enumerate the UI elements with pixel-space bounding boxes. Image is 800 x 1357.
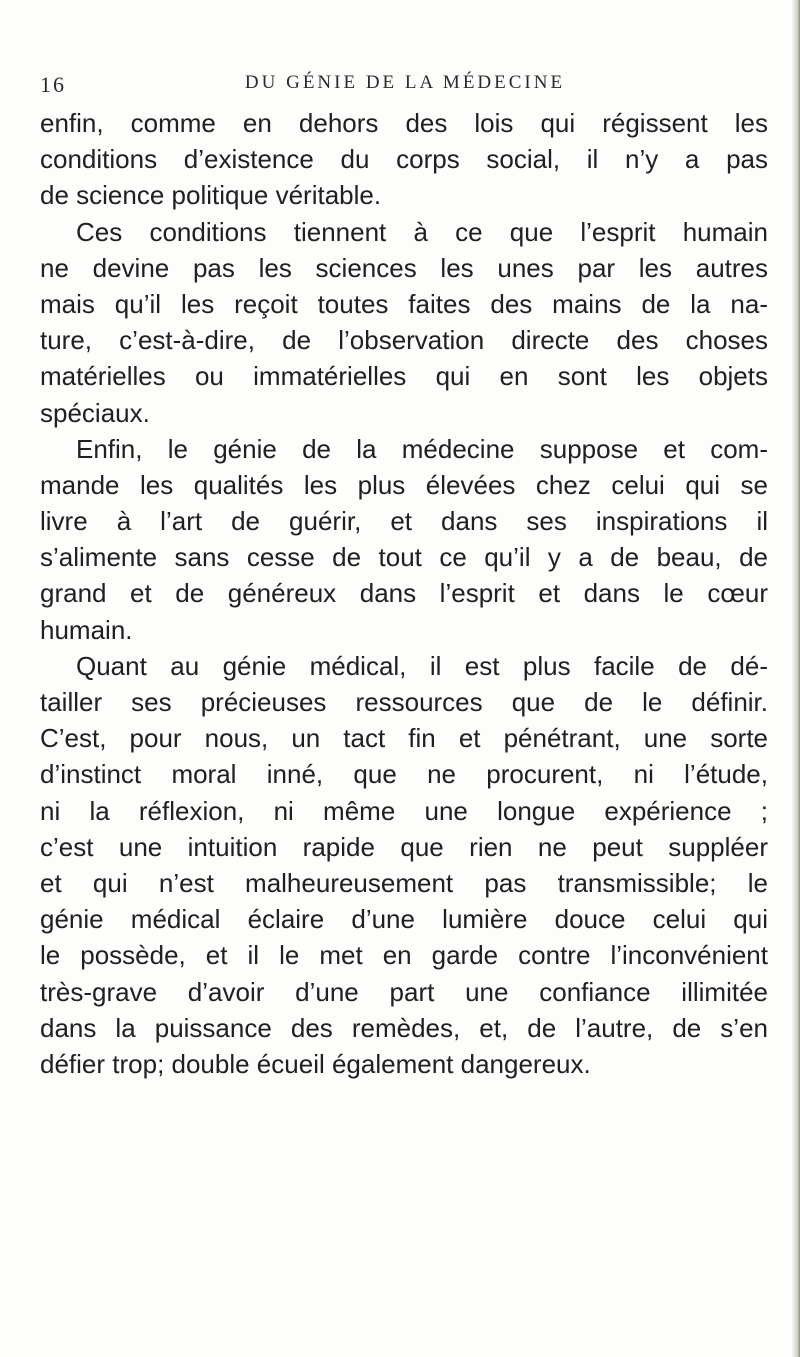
text-line: et qui n’est malheureusement pas transmissible; le: [40, 867, 768, 898]
running-head: [40, 72, 770, 102]
text-line: s’alimente sans cesse de tout ce qu’il y a de beau, de: [40, 542, 768, 573]
text-line: très-grave d’avoir d’une part une confiance illimitée: [40, 976, 768, 1007]
running-title: DU GÉNIE DE LA MÉDECINE: [244, 72, 566, 93]
text-line: dans la puissance des remèdes, et, de l’autre, de s’en: [40, 1012, 768, 1043]
text-line: mais qu’il les reçoit toutes faites des mains de la na-: [40, 288, 768, 319]
text-line: tailler ses précieuses ressources que de le définir.: [40, 687, 768, 717]
text-line: Quant au génie médical, il est plus facile de dé-: [76, 650, 768, 681]
text-line: Ces conditions tiennent à ce que l’esprit humain: [76, 216, 768, 247]
page-number: 16: [40, 72, 66, 97]
text-line: ne devine pas les sciences les unes par les autres: [40, 252, 768, 283]
text-line: enfin, comme en dehors des lois qui régissent les: [40, 108, 768, 138]
text-line: spéciaux.: [40, 397, 150, 428]
text-line: ture, c’est-à-dire, de l’observation directe des choses: [40, 325, 768, 356]
text-line: de science politique véritable.: [40, 180, 382, 211]
text-line: matérielles ou immatérielles qui en sont les objets: [40, 361, 768, 392]
text-line: Enfin, le génie de la médecine suppose et com-: [76, 433, 768, 464]
text-line: C’est, pour nous, un tact fin et pénétrant, une sorte: [40, 723, 768, 754]
text-line: d’instinct moral inné, que ne procurent, ni l’étude,: [40, 759, 768, 790]
body-text: [40, 105, 768, 1082]
text-line: c’est une intuition rapide que rien ne peut suppléer: [40, 831, 768, 862]
text-line: livre à l’art de guérir, et dans ses inspirations il: [40, 506, 768, 537]
text-line: mande les qualités les plus élevées chez celui qui se: [40, 469, 768, 500]
text-line: défier trop; double écueil également dangereux.: [40, 1048, 591, 1079]
text-line: le possède, et il le met en garde contre l’inconvénient: [40, 940, 768, 971]
text-line: génie médical éclaire d’une lumière douce celui qui: [40, 904, 768, 935]
text-line: conditions d’existence du corps social, il n’y a pas: [40, 144, 768, 175]
page-edge: [792, 0, 800, 1357]
text-line: ni la réflexion, ni même une longue expérience ;: [40, 795, 768, 826]
text-line: humain.: [40, 614, 133, 645]
text-line: grand et de généreux dans l’esprit et dans le cœur: [40, 578, 768, 609]
